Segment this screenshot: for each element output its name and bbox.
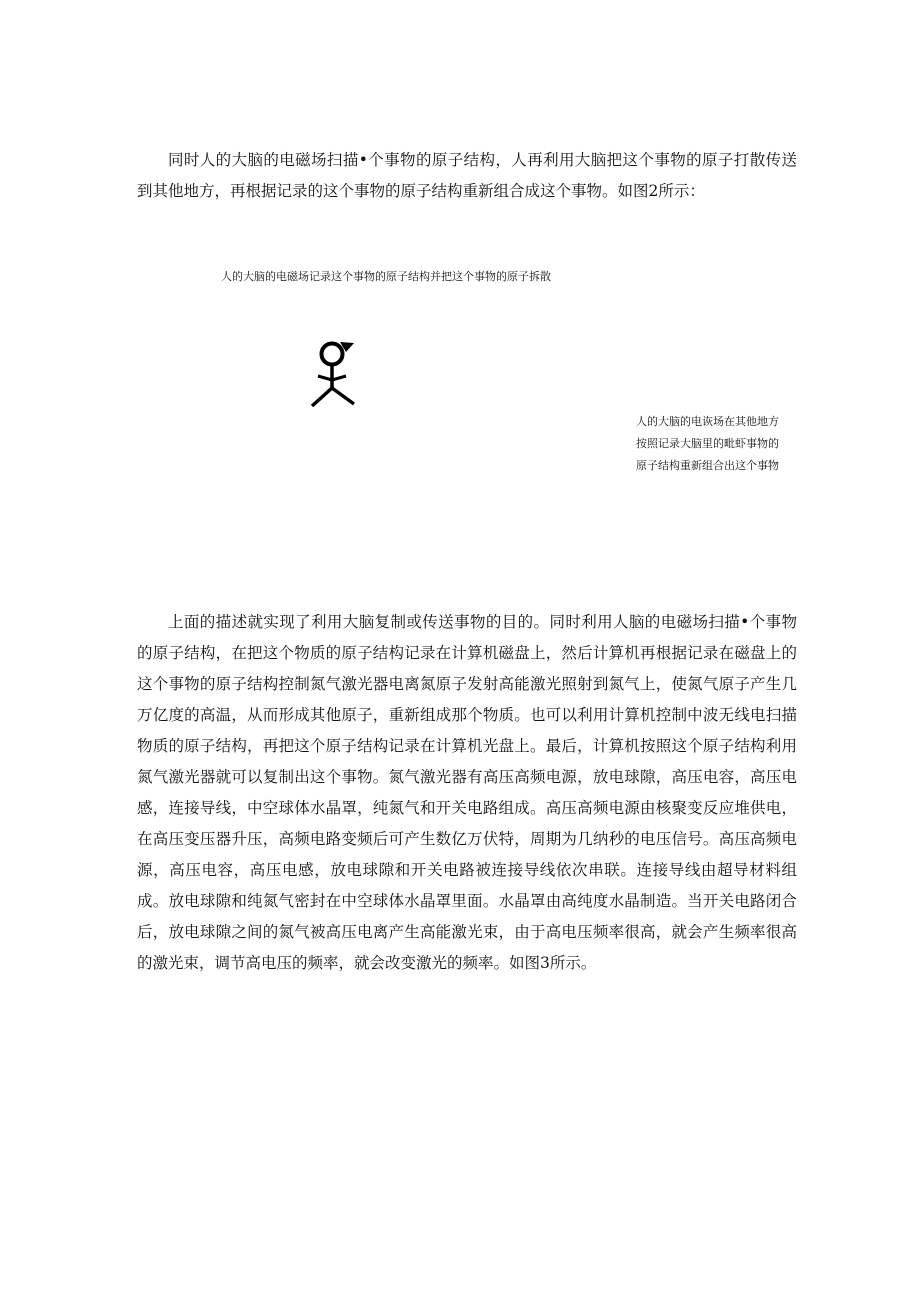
paragraph-body: 上面的描述就实现了利用大脑复制或传送事物的目的。同时利用人脑的电磁场扫描•个事物的原子结构，在把这个物质的原子结构记录在计算机磁盘上，然后计算机再根据记录在磁盘上的这个事物的原子结构控制氮气激光器电离氮原子发射高能激光照射到氮气上，使氮气原子产生几万亿度的高温，从而形成其他原子，重新组成那个物质。也可以利用计算机控制中波无线电扫描物质的原子结构，再把这个原子结构记录在计算机光盘上。最后，计算机按照这个原子结构利用氮气激光器就可以复制出这个事物。氮气激光器有高压高频电源，放电球隙，高压电容，高压电感，连接导线，中空球体水晶罩，纯氮气和开关电路组成。高压高频电源由核聚变反应堆供电，在高压变压器升压，高频电路变频后可产生数亿万伏特，周期为几纳秒的电压信号。高压高频电源，高压电容，高压电感，放电球隙和开关电路被连接导线依次串联。连接导线由超导材料组成。放电球隙和纯氮气密封在中空球体水晶罩里面。水晶罩由高纯度水晶制造。当开关电路闭合后，放电球隙之间的氮气被高压电离产生高能激光束，由于高电压频率很高，就会产生频率很高的激光束，调节高电压的频率，就会改变激光的频率。如图3所示。 bbox=[137, 613, 797, 972]
figure-caption-right: 人的大脑的电诙场在其他地方按照记录大脑里的毗虾事物的原子结构重新组合出这个事物 bbox=[636, 415, 779, 472]
figure-caption-top: 人的大脑的电磁场记录这个事物的原子结构并把这个事物的原子拆散 bbox=[221, 270, 551, 283]
stick-figure-icon bbox=[304, 336, 364, 410]
paragraph-intro: 同时人的大脑的电磁场扫描•个事物的原子结构，人再利用大脑把这个事物的原子打散传送到其他地方，再根据记录的这个事物的原子结构重新组合成这个事物。如图2所示： bbox=[137, 151, 797, 200]
